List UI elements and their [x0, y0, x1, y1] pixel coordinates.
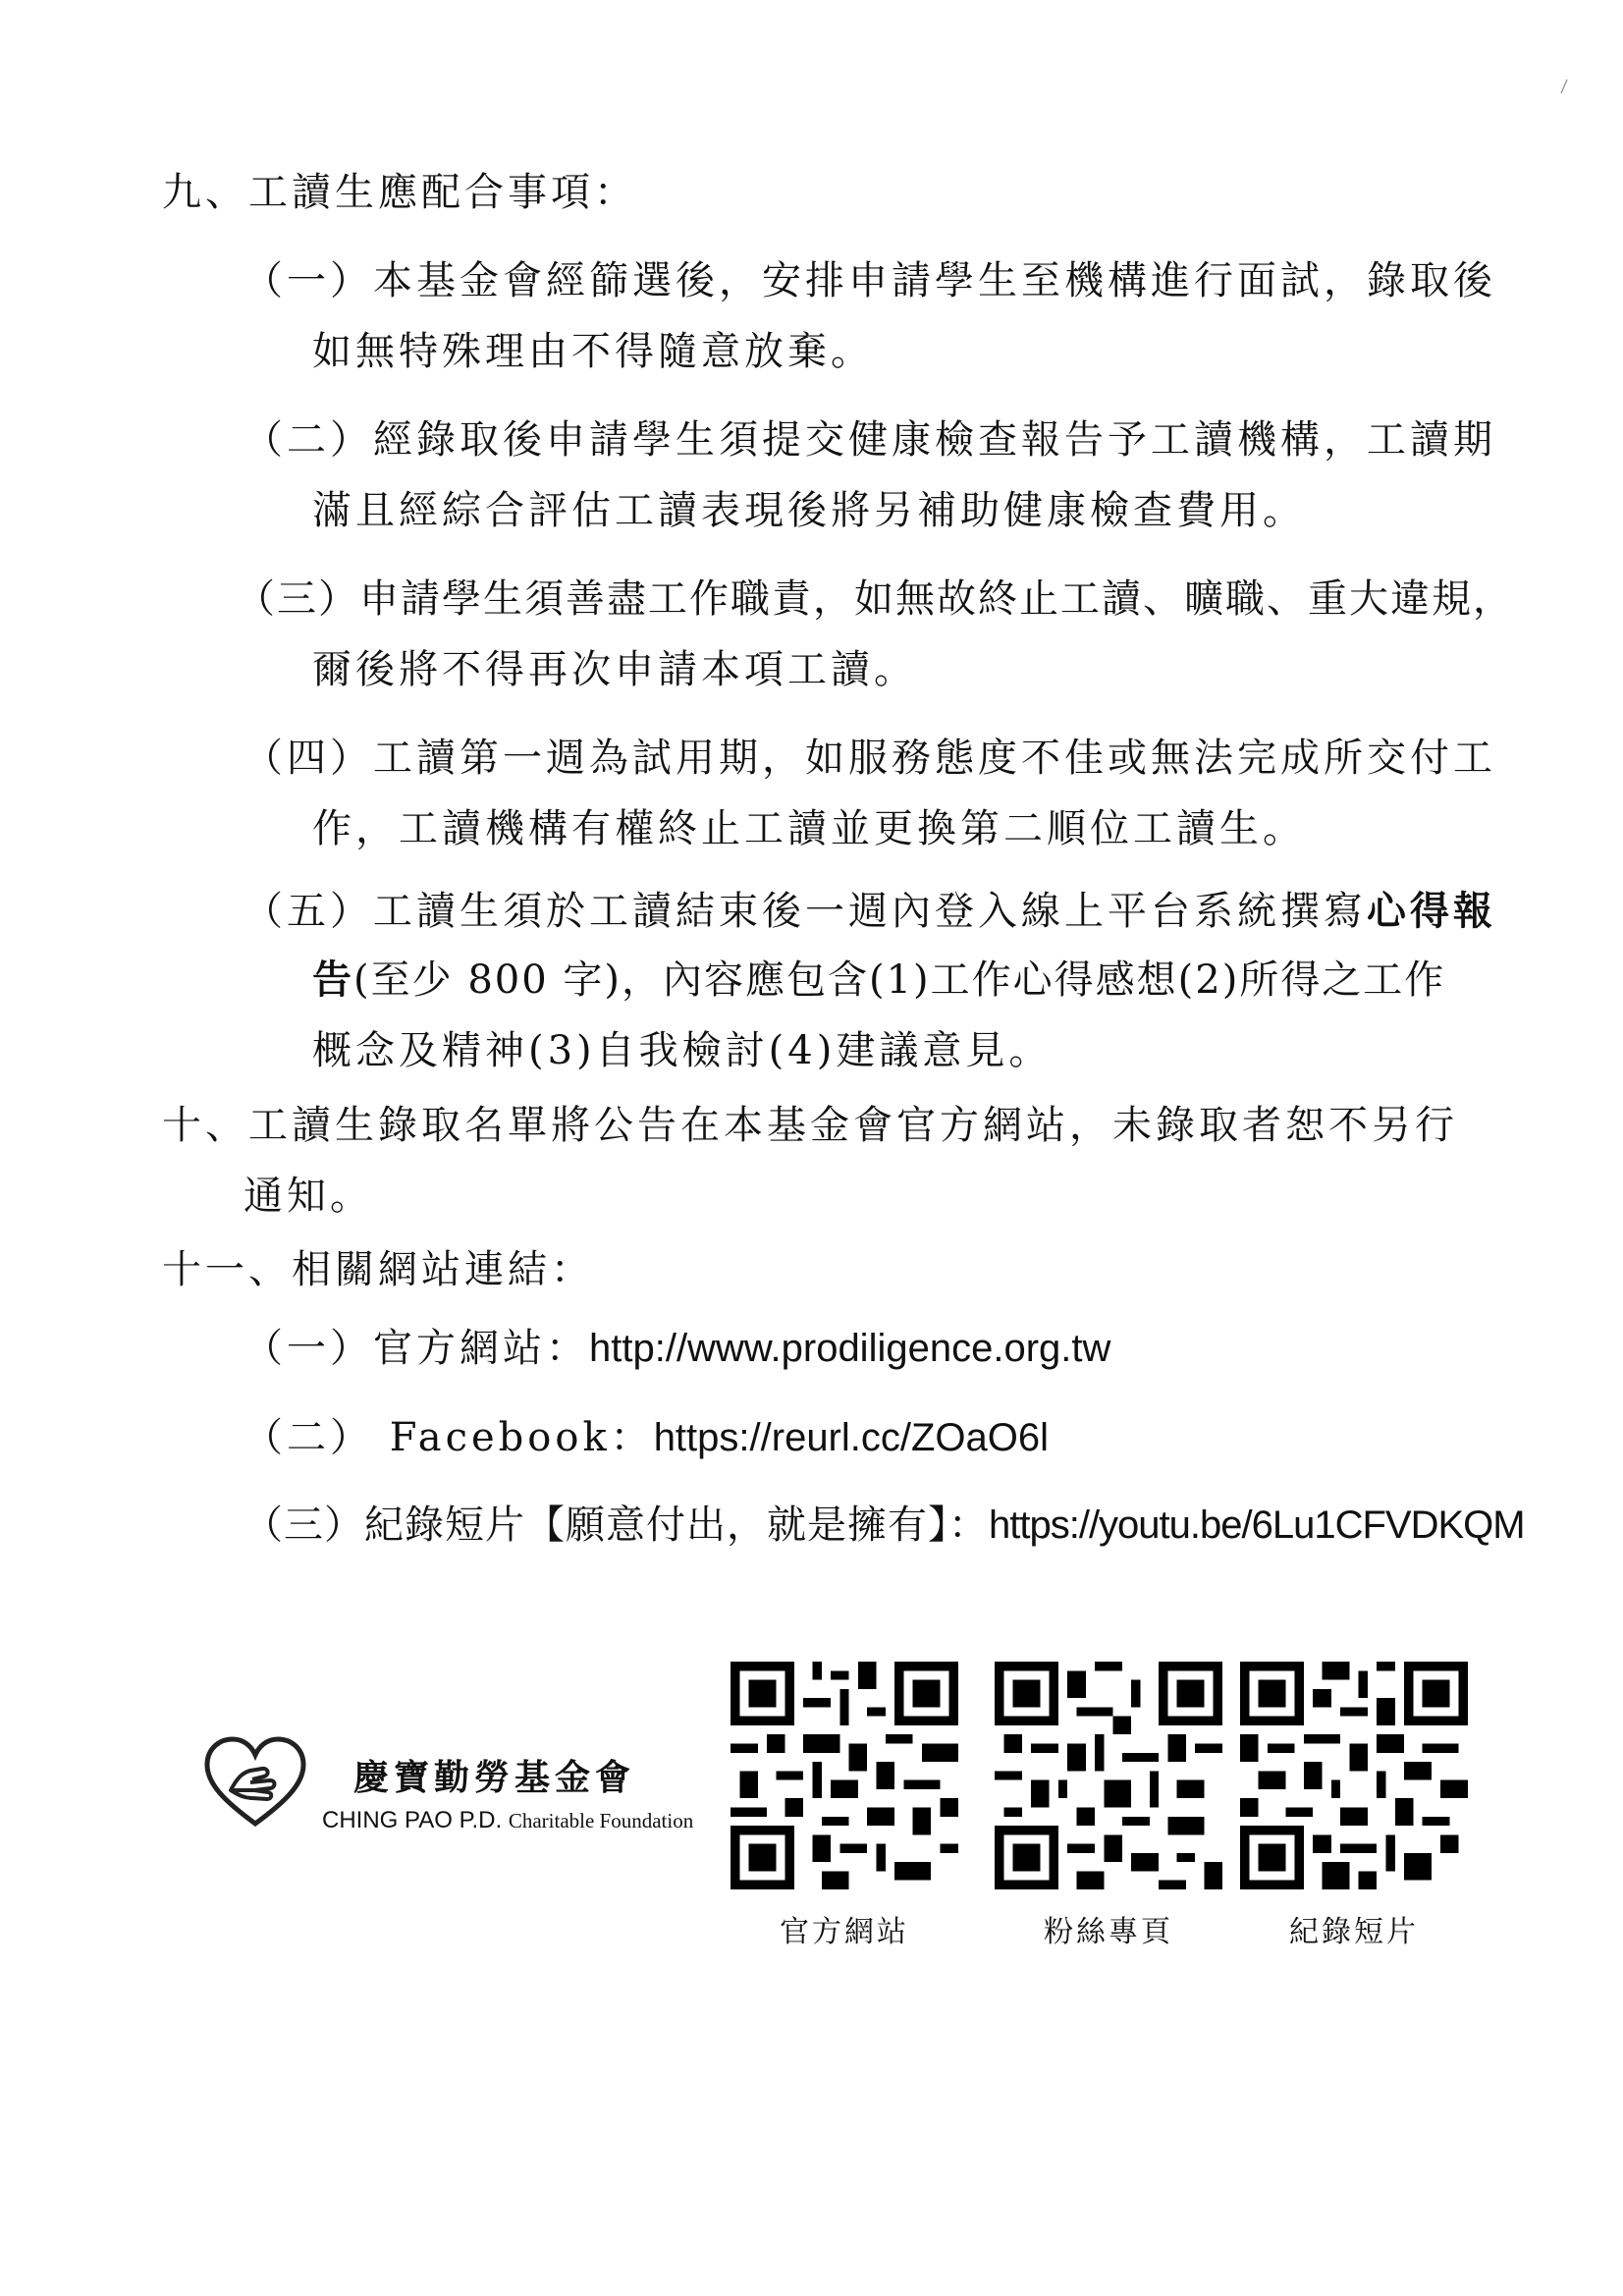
- facebook-url[interactable]: https://reurl.cc/ZOaO6l: [653, 1416, 1050, 1459]
- qr-label-official-site: 官方網站: [780, 1915, 909, 1949]
- qr-code-video[interactable]: [1240, 1662, 1468, 1889]
- item-1-line-2: 如無特殊理由不得隨意放棄。: [312, 329, 874, 374]
- item-4-line-1: （四）工讀第一週為試用期，如服務態度不佳或無法完成所交付工: [243, 736, 1496, 781]
- qr-label-facebook: 粉絲專頁: [1044, 1915, 1173, 1949]
- item-5-line-2: [312, 953, 1445, 1008]
- link-facebook-prefix: （二） Facebook：: [243, 1415, 654, 1460]
- section-9-heading: 九、工讀生應配合事項：: [162, 170, 637, 215]
- item-1-line-1: （一）本基金會經篩選後，安排申請學生至機構進行面試，錄取後: [243, 258, 1496, 303]
- foundation-name-en: [322, 1805, 693, 1836]
- item-5-line-3: 概念及精神(3)自我檢討(4)建議意見。: [312, 1028, 1053, 1073]
- item-5-line-1: [243, 884, 1496, 939]
- item-5-line-2-text: (至少 800 字)，內容應包含(1)工作心得感想(2)所得之工作: [353, 957, 1446, 1003]
- link-official-site: [243, 1321, 1110, 1376]
- foundation-name-cn: 慶寶勤勞基金會: [353, 1757, 636, 1798]
- section-11-heading: 十一、相關網站連結：: [162, 1247, 594, 1292]
- foundation-name-en-main: CHING PAO P.D.: [322, 1807, 503, 1833]
- qr-code-facebook[interactable]: [995, 1662, 1222, 1889]
- link-video-prefix: （三）紀錄短片【願意付出，就是擁有】：: [243, 1503, 989, 1548]
- qr-label-video: 紀錄短片: [1289, 1915, 1419, 1949]
- item-5-bold-text: 心得報: [1367, 888, 1496, 934]
- item-3-line-2: 爾後將不得再次申請本項工讀。: [312, 647, 917, 692]
- qr-code-official-site[interactable]: [730, 1662, 958, 1889]
- item-2-line-1: （二）經錄取後申請學生須提交健康檢查報告予工讀機構，工讀期: [243, 417, 1496, 463]
- item-4-line-2: 作，工讀機構有權終止工讀並更換第二順位工讀生。: [312, 806, 1306, 851]
- section-10-line-2: 通知。: [243, 1174, 373, 1219]
- item-3-line-1: （三）申請學生須善盡工作職責，如無故終止工讀、曠職、重大違規，: [236, 576, 1514, 622]
- official-site-url[interactable]: http://www.prodiligence.org.tw: [589, 1327, 1111, 1370]
- section-10-line-1: 十、工讀生錄取名單將公告在本基金會官方網站，未錄取者恕不另行: [162, 1103, 1458, 1148]
- item-5-bold-text-2: 告: [312, 957, 353, 1003]
- link-facebook: [243, 1410, 1049, 1465]
- link-video: [243, 1498, 1525, 1553]
- item-5-line-1-text: （五）工讀生須於工讀結束後一週內登入線上平台系統撰寫: [243, 889, 1367, 934]
- video-url[interactable]: https://youtu.be/6Lu1CFVDKQM: [989, 1503, 1525, 1547]
- item-2-line-2: 滿且經綜合評估工讀表現後將另補助健康檢查費用。: [312, 488, 1306, 533]
- foundation-name-en-sub: Charitable Foundation: [508, 1809, 694, 1832]
- scan-mark: [1559, 79, 1569, 94]
- foundation-logo-icon: [201, 1733, 309, 1831]
- link-official-site-prefix: （一）官方網站：: [243, 1326, 589, 1371]
